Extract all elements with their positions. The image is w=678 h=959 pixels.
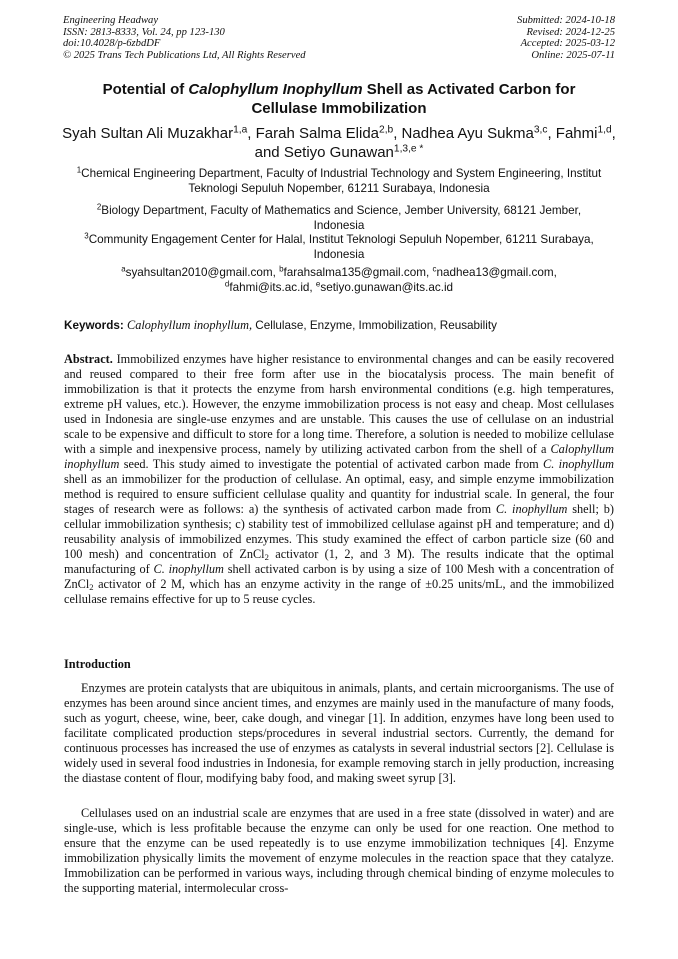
section-heading-introduction: Introduction (64, 657, 131, 671)
affiliation-sup: 1 (76, 165, 82, 175)
introduction-paragraph-2: Cellulases used on an industrial scale are enzymes that are used in a free state (dissolved in water) and are single-use, which is less profitable because the enzyme can only be used for one reaction. One method to ensure that the enzyme can be used repeatedly is to use enzyme immobilization techniques [4]. Enzyme immobilization physically limits the movement of enzyme molecules in the reaction space that they catalyze. Immobilization can be performed in various ways, including through chemical binding of enzyme molecules to the supporting material, intermolecular cross- (64, 806, 614, 895)
abstract-text: shell; b) cellular immobilization synthesis; c) stability test of immobilized cellulase against pH and temperature; and d) reusability analysis of immobilized enzymes. This study examined the effect of carbon particle size (60 and 100 mesh) and concentration of ZnCl (64, 502, 614, 561)
email-sep: , (309, 280, 316, 294)
abstract-text: Immobilized enzymes have higher resistance to environmental changes and can be easily recovered and reused compared to their free form after use in the biocatalysis process. The main benefit of immobilization is that it protects the enzyme from harsh environmental conditions (e.g. high temperatures, extreme pH values, etc.). However, the enzyme immobilization process is not easy and cheap. Most cellulases used in Indonesia are single-use enzymes and are unstable. This causes the use of cellulase on an industrial scale to be expensive and difficult to store for a long time. Therefore, a solution is needed to mobilize cellulase with a simple and inexpensive process, namely by utilizing activated carbon from the shell of a (64, 352, 614, 456)
author-name: Fahmi (555, 125, 598, 142)
author-sup: 1,3,e * (393, 143, 424, 155)
title-suffix: Shell as Activated Carbon for Cellulase Immobilization (251, 81, 576, 117)
affiliation-3 (70, 233, 608, 262)
abstract-subscript: 2 (89, 582, 94, 593)
abstract-label: Abstract. (64, 352, 113, 366)
email-address[interactable]: syahsultan2010@gmail.com (125, 266, 273, 279)
author-name: Syah Sultan Ali Muzakhar (62, 125, 234, 142)
abstract-species: C. inophyllum (543, 457, 614, 471)
email-address[interactable]: nadhea13@gmail.com (436, 266, 554, 279)
author-sep: , (247, 125, 256, 142)
affiliation-text: Community Engagement Center for Halal, Institut Teknologi Sepuluh Nopember, 61211 Surabaya, Indonesia (88, 233, 594, 261)
abstract-text: activator (1, 2, and 3 M). The results indicate that the optimal manufacturing of (64, 547, 614, 576)
author-sup: 3,c (533, 124, 548, 136)
abstract-species: Calophyllum inophyllum (64, 442, 614, 471)
paper-title (70, 80, 608, 118)
author-sup: 1,a (233, 124, 248, 136)
email-address[interactable]: fahmi@its.ac.id (229, 280, 310, 294)
email-sup: a (121, 264, 126, 274)
affiliation-1 (70, 167, 608, 196)
journal-header-right (517, 15, 615, 61)
date-submitted: Submitted: 2024-10-18 (517, 15, 615, 26)
author-sep: , (393, 125, 402, 142)
email-address[interactable]: farahsalma135@gmail.com (283, 266, 426, 279)
abstract-species: C. inophyllum (153, 562, 224, 576)
date-revised: Revised: 2024-12-25 (526, 26, 615, 38)
email-address[interactable]: setiyo.gunawan@its.ac.id (320, 280, 454, 294)
keywords-label: Keywords: (64, 319, 124, 332)
abstract-species: C. inophyllum (495, 502, 568, 516)
affiliation-text: Biology Department, Faculty of Mathematics and Science, Jember University, 68121 Jember, Indonesia (101, 204, 582, 232)
affiliation-sup: 3 (84, 231, 89, 241)
author-sep: , and (254, 125, 616, 161)
keywords-line (64, 318, 616, 333)
introduction-paragraph-1: Enzymes are protein catalysts that are ubiquitous in animals, plants, and certain microorganisms. The use of enzymes has been around since ancient times, and enzymes are mainly used in the manufacture of many foods, such as yogurt, cheese, wine, beer, cake dough, and vinegar [1]. In addition, enzymes have long been used to facilitate complicated production steps/procedures in several industrial sectors. Currently, the demand for continuous processes has increased the use of enzymes as catalysts in several industrial sectors [2]. Cellulase is widely used in several food industries in Indonesia, for example removing starch in jelly production, increasing the diastase content of flour, modifying baby food, and making sweet syrup [3]. (64, 681, 614, 785)
affiliation-sup: 2 (96, 202, 102, 212)
author-name: Nadhea Ayu Sukma (401, 125, 534, 142)
email-sup: b (279, 264, 284, 274)
author-sup: 2,b (379, 124, 394, 136)
abstract-text: shell as an immobilizer for the production of cellulase. An optimal, easy, and simple enzyme immobilization method is required to ensure sufficient cellulase quality and quantity for industrial scale. In general, the four stages of research were as follows: a) the synthesis of activated carbon made from (64, 472, 614, 516)
abstract-text: shell activated carbon is by using a size of 100 Mesh with a concentration of ZnCl (64, 562, 615, 591)
author-list (60, 124, 618, 162)
email-sep: , (272, 266, 280, 279)
author-sup: 1,d (597, 124, 612, 136)
journal-copyright: © 2025 Trans Tech Publications Ltd, All Rights Reserved (63, 49, 306, 61)
keywords-italic: Calophyllum inophyllum, (127, 318, 253, 332)
email-sup: d (224, 279, 230, 289)
journal-doi: doi:10.4028/p-6zbdDF (63, 38, 161, 50)
affiliation-2 (70, 204, 608, 233)
date-online: Online: 2025-07-11 (531, 49, 615, 61)
email-sep: , (425, 266, 433, 279)
author-name: Setiyo Gunawan (283, 144, 394, 161)
abstract-subscript: 2 (264, 552, 269, 563)
abstract-text: activator of 2 M, which has an enzyme activity in the range of ±0.25 units/mL, and the immobilized cellulase remains effective for up to 5 reuse cycles. (64, 577, 614, 606)
affiliation-text: Chemical Engineering Department, Faculty of Industrial Technology and System Engineering, Institut Teknologi Sepuluh Nopember, 61211 Surabaya, Indonesia (81, 167, 602, 195)
author-name: Farah Salma Elida (255, 125, 380, 142)
email-sup: e (315, 279, 321, 289)
author-sep: , (547, 125, 556, 142)
abstract (64, 352, 614, 607)
journal-name: Engineering Headway (63, 15, 159, 26)
date-accepted: Accepted: 2025-03-12 (520, 38, 615, 50)
abstract-text: seed. This study aimed to investigate the potential of activated carbon made from (119, 457, 544, 471)
keywords-list: Cellulase, Enzyme, Immobilization, Reusability (252, 319, 497, 332)
journal-issn: ISSN: 2813-8333, Vol. 24, pp 123-130 (63, 26, 225, 38)
email-sup: c (432, 264, 437, 274)
title-prefix: Potential of (102, 81, 189, 98)
email-sep: , (553, 266, 557, 279)
email-list (70, 266, 608, 295)
journal-header-left (63, 15, 306, 61)
title-species: Calophyllum Inophyllum (188, 81, 363, 98)
